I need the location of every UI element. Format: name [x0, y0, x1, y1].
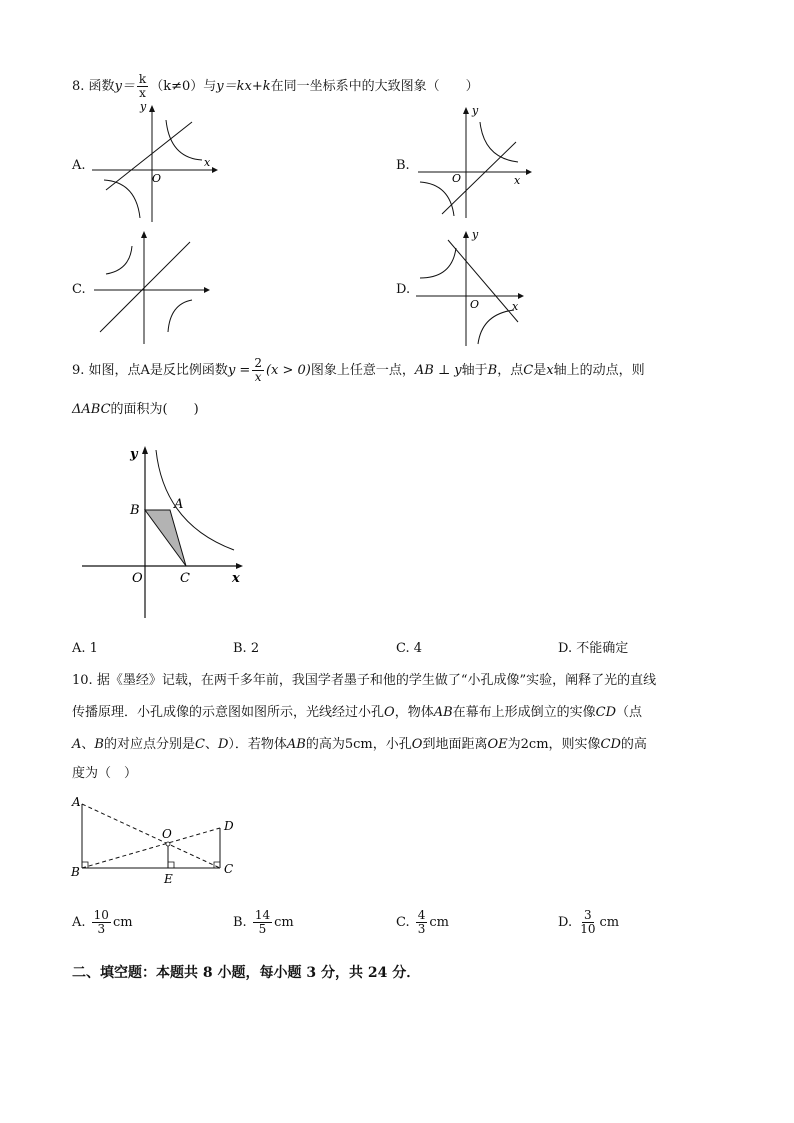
q8-frac-den: x [139, 86, 146, 100]
q8-stem [72, 73, 479, 100]
q8-graph-a [92, 100, 222, 224]
y-arrow-icon [463, 107, 469, 114]
x-arrow-icon [236, 563, 243, 569]
q10-line3-g: ，小孔 [372, 737, 412, 752]
q9-option-c [396, 641, 422, 657]
q9-option-d-label: D. [558, 641, 573, 656]
q10-line2-o: O [384, 705, 395, 720]
right-angle-e [168, 862, 174, 868]
q9-option-d [558, 641, 628, 657]
hyperbola-branch [480, 122, 518, 162]
q10-line3-o: O [411, 737, 423, 752]
q10-option-c-den: 3 [417, 922, 426, 936]
q8-number: 8. [72, 79, 85, 94]
y-arrow-icon [141, 231, 147, 238]
q10-line3-a: A [72, 737, 82, 752]
line-graph [100, 242, 190, 332]
ray-b-d [82, 828, 220, 868]
hyperbola-branch [478, 310, 514, 344]
q10-option-b-den: 5 [258, 922, 267, 936]
point-o-label: O [162, 827, 172, 841]
q9-frac-num: 2 [254, 356, 262, 370]
q9-option-a-label: A. [72, 641, 86, 656]
hyperbola-branch [104, 180, 140, 218]
q10-line3-bb: B [94, 737, 104, 752]
point-b-label: B [130, 503, 140, 518]
q8-graph-b [414, 104, 534, 222]
q9-option-b [233, 641, 259, 657]
q8-option-b-label: B. [396, 158, 410, 173]
q9-option-b-text: 2 [250, 641, 260, 656]
origin-label: O [470, 298, 480, 311]
hyperbola-branch [420, 182, 454, 216]
q10-option-d-label: D. [558, 915, 573, 930]
q9-option-a-text: 1 [89, 641, 98, 656]
ray-a-c [82, 804, 220, 868]
hyperbola-branch [420, 248, 456, 278]
q9-cond: (x > 0) [265, 363, 311, 378]
q8-tail: 在同一坐标系中的大致图象（ ） [270, 79, 479, 94]
q10-line2-b: ，物体 [394, 705, 434, 720]
q9-c-mid: 是 [533, 363, 547, 378]
q9-option-a [72, 641, 98, 657]
q9-perp-tail: 轴于 [461, 363, 488, 378]
q10-line3-b: 、 [81, 737, 95, 752]
origin-label: O [452, 172, 462, 185]
q10-option-c-num: 4 [417, 908, 426, 922]
q10-option-d-num: 3 [584, 908, 592, 922]
y-label: y [472, 228, 479, 241]
hyperbola-branch [106, 246, 132, 274]
q10-line4: 度为（ ） [72, 766, 138, 781]
y-label: y [472, 104, 479, 117]
q10-option-b [233, 906, 294, 940]
q10-line3-f: 的高为 [305, 737, 345, 752]
x-label: x [512, 300, 519, 313]
pinhole-o [166, 842, 170, 846]
q10-line2-c: 在幕布上形成倒立的实像 [452, 705, 596, 720]
q9-option-c-text: 4 [413, 641, 423, 656]
q9-triangle: ΔABC [72, 402, 111, 417]
hyperbola-branch [168, 300, 192, 332]
x-label: x [514, 174, 521, 187]
q10-option-d [558, 906, 619, 940]
q9-option-c-label: C. [396, 641, 410, 656]
section-heading: 二、填空题：本题共 8 小题，每小题 3 分，共 24 分． [72, 965, 421, 981]
y-arrow-icon [149, 105, 155, 112]
y-label: y [130, 447, 138, 462]
q9-option-d-text: 不能确定 [576, 641, 629, 656]
q10-option-a-num: 10 [93, 908, 109, 922]
q8-mid: 与 [203, 79, 217, 94]
q10-line2-cd: CD [595, 705, 617, 720]
q10-option-a-unit: cm [112, 915, 133, 930]
q8-lead: 函数 [88, 79, 115, 94]
q10-option-c [396, 906, 449, 940]
q9-figure [80, 440, 250, 620]
x-label: x [232, 571, 240, 586]
q10-line2 [72, 705, 642, 721]
y-arrow-icon [463, 231, 469, 238]
point-c-label: C [180, 571, 190, 586]
point-e-label: E [164, 872, 173, 886]
q10-line3-i: 为 [507, 737, 521, 752]
q10-option-c-unit: cm [429, 915, 450, 930]
origin-label: O [132, 571, 143, 586]
x-arrow-icon [212, 167, 218, 173]
q10-option-c-label: C. [396, 915, 410, 930]
q10-line3-ab: AB [286, 737, 306, 752]
q9-option-b-label: B. [233, 641, 247, 656]
q10-line3 [72, 737, 647, 753]
q10-option-b-num: 14 [254, 908, 271, 922]
q10-line2-ab: AB [433, 705, 453, 720]
q10-line1-text: 据《墨经》记载，在两千多年前，我国学者墨子和他的学生做了“小孔成像”实验，阐释了光的直线 [96, 673, 657, 688]
q10-line3-dd: D [217, 737, 229, 752]
q9-stem-line1 [72, 356, 645, 386]
origin-label: O [152, 172, 162, 185]
q10-option-a-fraction [92, 909, 111, 936]
q10-line3-cd: CD [600, 737, 621, 752]
q10-option-d-unit: cm [599, 915, 620, 930]
q9-line2-tail: 的面积为( ) [110, 402, 199, 417]
q9-stem-line2 [72, 402, 199, 418]
q10-option-a [72, 906, 133, 940]
q10-option-a-label: A. [72, 915, 86, 930]
line-graph [106, 122, 192, 190]
q9-c-point: C [523, 363, 534, 378]
q9-c-lead: ，点 [497, 363, 524, 378]
triangle-abc [145, 510, 186, 566]
point-b-label: B [71, 865, 80, 879]
x-arrow-icon [518, 293, 524, 299]
q9-b-point: B [487, 363, 498, 378]
q8-fraction [137, 73, 148, 100]
q8-graph-c [92, 228, 214, 346]
q10-line3-e: ）．若物体 [228, 737, 287, 752]
q9-lead: 如图，点A是反比例函数 [88, 363, 228, 378]
q10-option-d-fraction [578, 909, 597, 936]
q8-frac-num: k [138, 72, 147, 86]
q10-line3-j: ，则实像 [548, 737, 601, 752]
y-label: y [140, 100, 147, 113]
q10-line3-d: 、 [204, 737, 218, 752]
q10-option-d-den: 10 [580, 922, 596, 936]
q10-line2-d: （点 [616, 705, 643, 720]
q10-option-b-label: B. [233, 915, 247, 930]
q9-fraction [252, 357, 264, 384]
q8-line-eq: y＝kx+k [216, 79, 271, 94]
x-arrow-icon [204, 287, 210, 293]
x-label: x [204, 156, 211, 169]
q8-graph-d [414, 226, 534, 348]
q9-y-eq: y = [227, 363, 251, 378]
point-c-label: C [224, 862, 234, 876]
q10-option-c-fraction [416, 909, 428, 936]
x-arrow-icon [526, 169, 532, 175]
point-d-label: D [224, 819, 234, 833]
q9-frac-den: x [254, 370, 262, 384]
q9-number: 9. [72, 363, 85, 378]
q9-perp: AB ⊥ y [414, 363, 462, 378]
line-graph [448, 240, 518, 322]
q10-line3-oe: OE [487, 737, 508, 752]
q10-figure [68, 792, 248, 888]
q9-c-tail: 轴上的动点，则 [553, 363, 645, 378]
q8-option-a-label: A. [72, 158, 86, 173]
q10-line3-c: 的对应点分别是 [103, 737, 195, 752]
y-arrow-icon [142, 446, 148, 454]
q8-option-d-label: D. [396, 282, 411, 297]
q8-option-c-label: C. [72, 282, 86, 297]
q10-option-b-unit: cm [274, 915, 294, 930]
q10-line3-k: 的高 [620, 737, 647, 752]
q8-y-eq: y＝ [114, 79, 135, 94]
q9-mid: 图象上任意一点， [310, 363, 415, 378]
q10-line3-h: 到地面距离 [422, 737, 488, 752]
q10-line2-a: 传播原理．小孔成像的示意图如图所示，光线经过小孔 [72, 705, 385, 720]
hyperbola-branch [166, 120, 202, 160]
q10-line1 [72, 673, 656, 689]
q10-line3-2cm: 2cm [520, 737, 549, 752]
q10-option-b-fraction [253, 909, 272, 936]
q10-line3-cc: C [194, 737, 205, 752]
q10-number: 10. [72, 673, 93, 688]
point-a-label: A [72, 795, 81, 809]
q9-x-axis: x [546, 363, 554, 378]
point-a-label: A [174, 497, 184, 512]
q10-line3-5cm: 5cm [344, 737, 373, 752]
q10-option-a-den: 3 [97, 922, 106, 936]
q8-cond: （k≠0） [150, 79, 204, 94]
